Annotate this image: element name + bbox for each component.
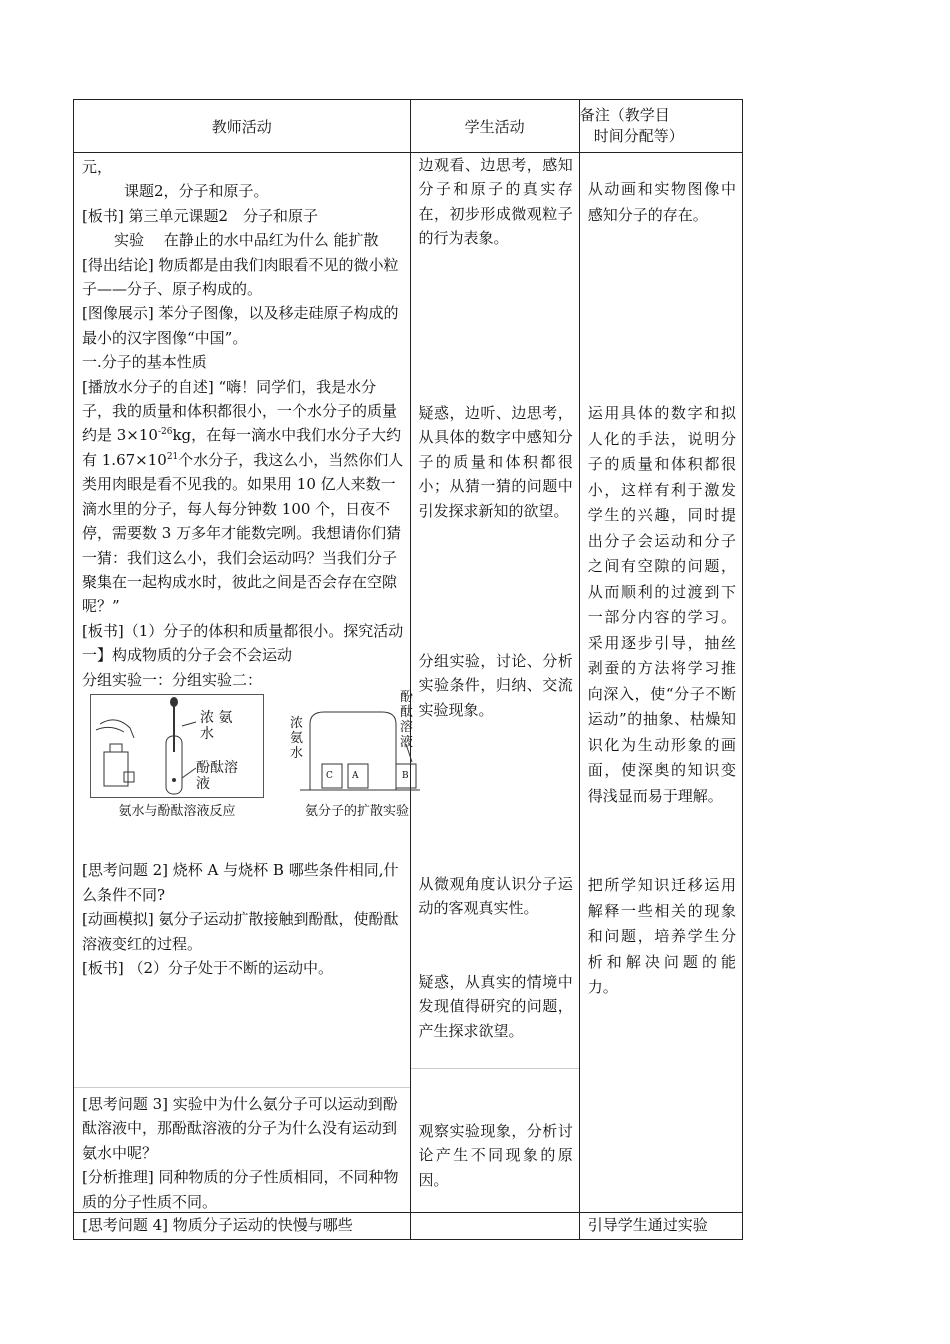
label-concentrated-ammonia: 浓 氨 水 xyxy=(200,709,233,742)
header-notes xyxy=(579,100,742,153)
figure-caption-1: 氨水与酚酞溶液反应 xyxy=(118,803,236,819)
student-activity-6: 观察实验现象，分析讨论产生不同现象的原因。 xyxy=(411,1068,579,1191)
figure-ammonia-phenolphthalein xyxy=(90,694,264,824)
experiment-text: 实验 在静止的水中品红为什么 能扩散 xyxy=(114,231,379,250)
lesson-plan-page xyxy=(73,99,743,1240)
notes-cell xyxy=(579,153,742,1213)
note-3: 把所学知识迁移运用解释一些相关的现象和问题，培养学生分析和解决问题的能力。 xyxy=(587,876,736,996)
label-phenolphthalein-2: 酚 酞 溶 液 xyxy=(400,689,414,750)
lesson-table xyxy=(73,99,743,1240)
conclusion-text: [得出结论] 物质都是由我们肉眼看不见的微小粒子——分子、原子构成的。 xyxy=(82,255,399,299)
board-point-2: [板书] （2）分子处于不断的运动中。 xyxy=(82,958,334,977)
teacher-activity-cell xyxy=(74,153,414,1213)
label-phenolphthalein: 酚酞溶 液 xyxy=(196,759,238,792)
question-4: [思考问题 4] 物质分子运动的快慢与哪些 xyxy=(82,1216,353,1234)
animation-simulation: [动画模拟] 氨分子运动扩散接触到酚酞，使酚酞溶液变红的过程。 xyxy=(82,910,399,953)
student-activity-3: 分组实验，讨论、分析实验条件，归纳、交流实验现象。 xyxy=(418,652,573,719)
monologue-part-3: 个水分子，我这么小，当然你们人类用肉眼是看不见我的。如果用 10 亿人来数一滴水里的分子，每人每分钟数 100 个，日夜不停，需要数 3 万多年才能数完咧。我想请你们猜一猜：我们这么小，我们会运动吗？当我们分子聚集在一起构成水时，彼此之间是否会存在空隙呢？” xyxy=(82,450,404,616)
board-title: [板书] 第三单元课题2 分子和原子 xyxy=(82,206,319,225)
header-teacher-activity: 教师活动 xyxy=(74,100,411,153)
note-2: 运用具体的数字和拟人化的手法，说明分子的质量和体积都很小，这样有利于激发学生的兴趣，同时提出分子会运动和分子之间有空隙的问题，从而顺利的过渡到下一部分内容的学习。采用逐步引导，抽丝剥蚕的方法将学习推向深入，使“分子不断运动”的抽象、枯燥知识化为生动形象的画面，使深奥的知识变得浅显而易于理解。 xyxy=(587,404,736,805)
figure-ammonia-diffusion xyxy=(288,689,426,824)
lesson-topic: 课题2，分子和原子。 xyxy=(124,182,269,201)
header-notes-line1: 备注（教学目 xyxy=(579,106,670,124)
student-activity-2: 疑惑，边听、边思考，从具体的数字中感知分子的质量和体积都很小；从猜一猜的问题中引发探求新知的欲望。 xyxy=(418,404,573,520)
water-molecule-monologue xyxy=(82,375,404,619)
student-activity-1: 边观看、边思考，感知分子和原子的真实存在，初步形成微观粒子的行为表象。 xyxy=(418,156,573,248)
beaker-a-label: A xyxy=(352,770,359,781)
exponent-2: 21 xyxy=(166,451,179,462)
teacher-text: 元， xyxy=(82,158,113,176)
note-1: 从动画和实物图像中感知分子的存在。 xyxy=(587,180,736,224)
image-display-text: [图像展示] 苯分子图像，以及移走硅原子构成的最小的汉字图像“中国”。 xyxy=(82,304,399,347)
experiment-figures xyxy=(90,689,414,824)
group-experiments-label: 分组实验一：分组实验二： xyxy=(82,670,263,689)
board-point-1: [板书]（1）分子的体积和质量都很小。探究活动一】构成物质的分子会不会运动 xyxy=(82,621,404,665)
section-heading: 一.分子的基本性质 xyxy=(82,353,207,372)
header-student-activity: 学生活动 xyxy=(410,100,579,153)
teacher-activity-cell-2 xyxy=(74,1213,411,1240)
question-3: [思考问题 3] 实验中为什么氨分子可以运动到酚酞溶液中，那酚酞溶液的分子为什么没有运动到氨水中呢？ xyxy=(82,1095,398,1162)
exponent-1: -26 xyxy=(157,427,173,438)
monologue-part-2: kg，在每一滴水中我们水分子大约有 1.67×10 xyxy=(82,426,402,469)
notes-cell-2 xyxy=(579,1213,742,1240)
figure-caption-2: 氨分子的扩散实验 xyxy=(304,803,409,819)
note-4: 引导学生通过实验 xyxy=(587,1216,708,1234)
student-activity-cell xyxy=(410,153,579,1213)
beaker-c-label: C xyxy=(326,770,333,781)
analysis-reasoning: [分析推理] 同种物质的分子性质相同，不同种物质的分子性质不同。 xyxy=(82,1168,399,1211)
label-concentrated-ammonia-2: 浓 氨 水 xyxy=(290,715,304,761)
beaker-b-label: B xyxy=(402,770,409,781)
header-row xyxy=(74,100,743,153)
student-activity-5: 疑惑，从真实的情境中发现值得研究的问题，产生探求欲望。 xyxy=(418,973,573,1040)
body-row-last xyxy=(74,1213,743,1240)
header-notes-line2: 时间分配等） xyxy=(593,127,684,145)
question-2: [思考问题 2] 烧杯 A 与烧杯 B 哪些条件相同,什么条件不同? xyxy=(82,861,399,904)
student-activity-cell-2 xyxy=(410,1213,579,1240)
student-activity-4: 从微观角度认识分子运动的客观真实性。 xyxy=(418,875,573,918)
monologue-part-1: [播放水分子的自述] “嗨！同学们，我是水分子，我的质量和体积都很小，一个水分子的质量约是 3×10 xyxy=(82,377,398,445)
body-row-main xyxy=(74,153,743,1213)
